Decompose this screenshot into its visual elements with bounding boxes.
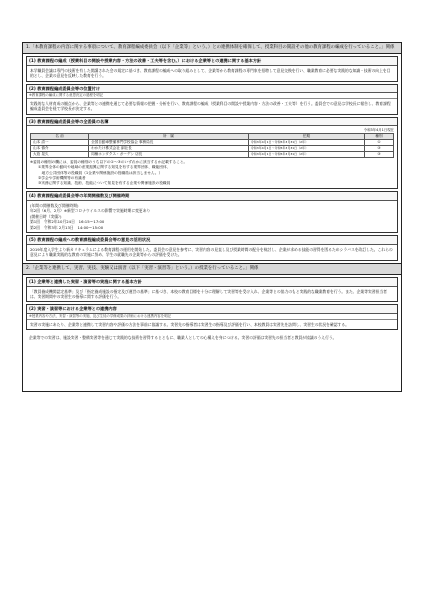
member-type: ③ [364, 146, 393, 152]
member-type: ③ [364, 152, 393, 158]
practice-policy-box [26, 277, 398, 302]
members-table [30, 133, 394, 158]
committee-position-box [26, 84, 398, 115]
section-1-header: 1.「本教育課程の内容に関する事項について、教育課程編成委員会（以下「企業等」という。）との連携体制を確保して、授業科目の開設その他の教育課程の編成を行っていること。」関係 [23, 43, 401, 54]
meetings-title: (4) 教育課程編成委員会等の年間開催数及び開催時期 [27, 192, 397, 201]
practice-policy-body: 「教員養成機関認定基準」及び「指定養成施設の指定及び運営の基準」に基づき、本校の教育目標を十分に理解して実習等を受け入れ、企業等との協力のもと実践的な職業教育を行う。また、企業等実習担当者は、実習期間中の実習生の指導に関する評価を行う。 [30, 288, 387, 299]
blank-area [23, 343, 401, 391]
members-note-4: ③実務に関する知識、技術、技能について知見を有する企業や関係施設の役職員 [38, 181, 171, 186]
member-name: 大島 晃久 [31, 152, 89, 158]
members-date: 令和3年4月1日現在 [363, 128, 394, 133]
practice-content-sub: ※授業内容や方法、実習・演習等の実施、及び生徒の学修成果の評価における連携内容を明記 [27, 314, 397, 320]
meeting-date-2: 第2回 令和3年 2月13日 14:00〜15:00 [30, 224, 104, 230]
member-name: 山本 慎介 [31, 146, 89, 152]
member-affiliation: 全国自動車整備専門学校協会 事務局長 [89, 140, 249, 146]
col-name: 名 前 [31, 134, 89, 140]
meeting-date-1: 第1回 令和2年10月24日 16:15〜17:00 [30, 219, 105, 225]
committee-position-title: (2) 教育課程編成委員会等の位置付け [27, 85, 397, 94]
members-note-3: ②学会や学術機関等の有識者 [38, 175, 86, 180]
utilization-title: (5) 教育課程の編成への教育課程編成委員会等の意見の活用状況 [27, 236, 397, 245]
document-frame [22, 42, 402, 392]
practice-policy-title: (1) 企業等と連携した実習・演習等の実施に関する基本方針 [27, 278, 397, 287]
meetings-sub: (年間の開催数及び開催時期) [30, 203, 79, 209]
member-affiliation: 同種ホンダクス・ガーデン 店長 [89, 152, 249, 158]
practice-content-box [26, 304, 398, 330]
members-note-2: 地方公共団体等の役職員（1企業や関係施設の役職員は該当しません。） [38, 170, 163, 175]
member-term: 令和3年4月1日〜令和5年3月31日（2年） [248, 140, 364, 146]
practice-detail [23, 332, 401, 343]
section-2-header: 2.「企業等と連携して、実習、実技、実験又は演習（以下「実習・演習等」という。）の授業を行っていること。」関係 [23, 263, 401, 275]
committee-position-sub: ※教育課程の編成に関する意思決定の過程を明記 [27, 93, 397, 99]
col-affiliation: 所 属 [89, 134, 249, 140]
practice-content-title: (2) 実習・演習等における企業等との連携内容 [27, 305, 397, 314]
members-note [30, 160, 394, 186]
practice-detail-body: 企業等での実習は、施設実習・整備実習等を通じて実践的な技術を習得するとともに、職業人としての心構えを身につける。実習の評価は実習先の担当者と教員が協議のうえ行う。 [29, 334, 337, 340]
col-type: 種別 [364, 134, 393, 140]
practice-content-body: 実習の実施にあたり、企業等と連携して実習内容や評価の方法を事前に協議する。実習先の指導者は実習生の指導及び評価を行い、本校教員は実習先を訪問し、実習生の状況を確認する。 [30, 321, 349, 327]
members-note-lead: ※委員の種別の欄には、委員の種別のうち以下の①〜③のいずれかに該当するか記載すること。 [30, 160, 188, 164]
committee-position-body: 実践的な人材育成の観点から、企業等との連携を通じて必要な情報の把握・分析を行い、教育課程の編成（授業科目の開設や授業内容・方法の改善・工夫等）を行う。委員会での意見は学校長に報告し、教育課程編成委員会を経て学校長が決定する。 [30, 101, 391, 112]
member-term: 令和3年4月1日〜令和5年3月31日（2年） [248, 152, 364, 158]
policy-box [26, 56, 398, 81]
policy-body: 本学職員会議は専門の技術を有した開講された会の規定に基づき、教育課程の編成への取り組みとして、企業等から教育課程の専門家を招聘して意見交換を行い、職業教育に必要な実践的な知識・技術の向上を目的とし、企業の意見を反映した教育を行う。 [30, 68, 391, 79]
member-term: 令和3年4月1日〜令和5年3月31日（2年） [248, 146, 364, 152]
member-affiliation: わかたけ株式会社 副社長 [89, 146, 249, 152]
member-name: 山本 清一 [31, 140, 89, 146]
meetings-frequency: 年2回（6月、2月）※新型コロナウイルスの影響で実施時期に変更あり [30, 208, 151, 214]
meetings-dates-label: (開催日時（実績）) [30, 213, 62, 219]
members-title: (3) 教育課程編成委員会等の全委員の名簿 [29, 118, 109, 124]
table-row [31, 152, 394, 158]
policy-title: (1) 教育課程の編成（授業科目の開設や授業内容・方法の改善・工夫等を含む。）における企業等との連携に関する基本方針 [27, 57, 397, 66]
meetings-box [26, 191, 398, 233]
member-type: ① [364, 140, 393, 146]
col-term: 任期 [248, 134, 364, 140]
members-note-1: ①業界全体の動向や地域の産業振興に関する知見を有する業界団体、職能団体、 [38, 165, 171, 170]
utilization-body: 2019年度入学生より新カリキュラムによる教育課程の運用を開始した。委員会の意見を参考に、実習内容の見直し及び授業時間の配分を検討し、企業が求める技能の習得を図るためシラバスを改訂した。これらの意見により職業実践的な教育の実施に努め、学生の就職先の企業等からの評価を受けた。 [30, 246, 393, 258]
utilization-box [26, 235, 398, 260]
members-box [26, 117, 398, 190]
members-title-row [27, 118, 397, 127]
